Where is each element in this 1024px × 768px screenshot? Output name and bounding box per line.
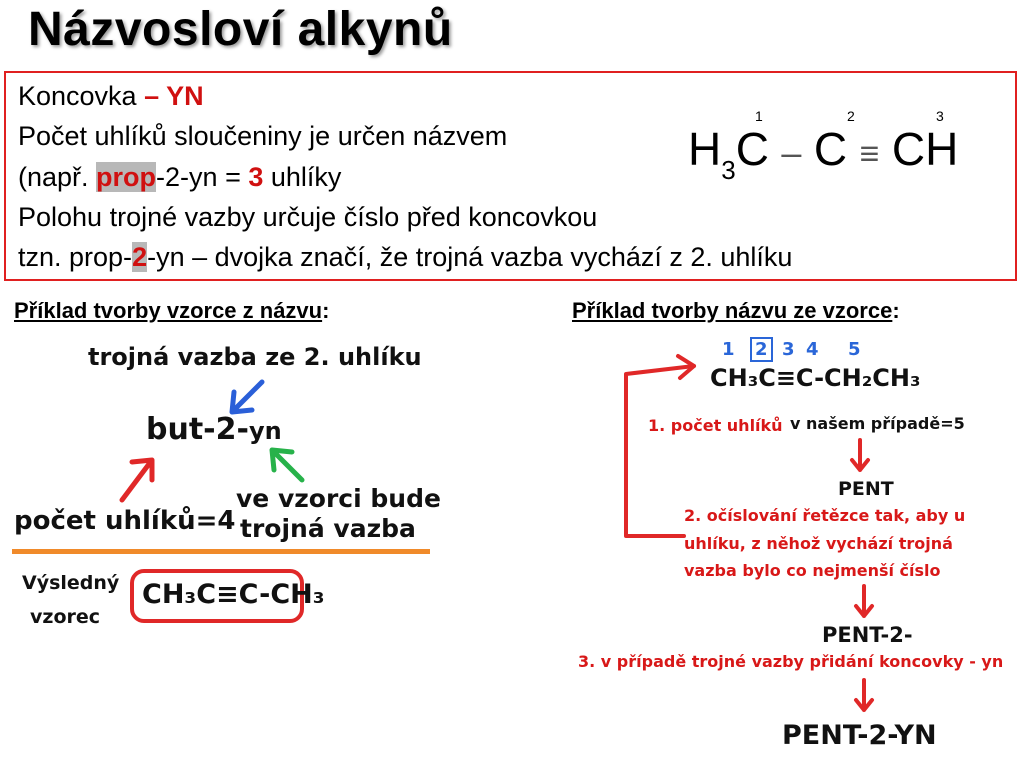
rule-position-b: -yn – dvojka značí, že trojná vazba vychází z 2. uhlíku [147, 242, 793, 272]
right-header-colon: : [892, 298, 900, 323]
page-title: Názvosloví alkynů [28, 3, 453, 56]
down-arrow-icon [852, 678, 876, 714]
down-arrow-icon [848, 438, 872, 474]
result-formula-box [130, 569, 325, 623]
right-header-text: Příklad tvorby názvu ze vzorce [572, 298, 893, 323]
single-bond: – [781, 132, 802, 173]
carbon-number-1: 1 [755, 108, 763, 124]
step-1-detail: v našem případě=5 [790, 414, 965, 433]
carbon-count-note: počet uhlíků=4 [14, 506, 236, 536]
formula-row [688, 122, 959, 185]
result-pent: PENT [838, 478, 894, 500]
left-header-text: Příklad tvorby vzorce z názvu [14, 298, 323, 323]
rule-example-mid: -2-yn = [156, 162, 249, 192]
rule-position-number: 2 [132, 242, 148, 272]
carbon-number-2: 2 [847, 108, 855, 124]
triple-bond-note: trojná vazba ze 2. uhlíku [88, 343, 422, 371]
rule-line-3 [18, 162, 341, 193]
atom-c2: C [813, 123, 848, 175]
atom-c3: CH [891, 123, 959, 175]
result-pent-2-yn: PENT-2-YN [782, 720, 937, 751]
rule-example-end: uhlíky [263, 162, 342, 192]
rule-ending-label: Koncovka [18, 81, 145, 111]
bond-note-line-2: trojná vazba [240, 514, 416, 543]
rule-line-2: Počet uhlíků sloučeniny je určen názvem [18, 121, 508, 151]
example-name-prefix: but-2- [146, 412, 249, 447]
bond-note-line-1: ve vzorci bude [236, 484, 441, 513]
green-arrow-icon [262, 440, 312, 490]
step-3: 3. v případě trojné vazby přidání koncovky - yn [578, 652, 1004, 671]
step-2-line-2: uhlíku, z něhož vychází trojná [684, 534, 953, 553]
rule-line-5 [18, 242, 792, 273]
left-header-colon: : [322, 298, 330, 323]
atom-h-subscript: 3 [721, 155, 736, 185]
result-pent-2: PENT-2- [822, 623, 913, 647]
carbon-index-4: 4 [806, 339, 819, 360]
carbon-number-3: 3 [936, 108, 944, 124]
down-arrow-icon [852, 584, 876, 620]
atom-h: H [688, 123, 722, 175]
carbon-index-5: 5 [848, 339, 861, 360]
rule-ending-value: – YN [144, 81, 204, 111]
left-section-header [14, 298, 329, 324]
atom-c1: C [735, 123, 769, 175]
step-1: 1. počet uhlíků [648, 416, 783, 435]
rule-position-a: tzn. prop- [18, 242, 133, 272]
carbon-index-2: 2 [750, 337, 773, 362]
triple-bond: ≡ [859, 135, 880, 173]
rule-example-prefix: prop [96, 162, 157, 192]
propyne-structural-formula [680, 108, 1010, 188]
rule-example-open: (např. [18, 162, 97, 192]
carbon-index-1: 1 [722, 339, 735, 360]
divider [12, 549, 430, 554]
step-2-line-3: vazba bylo co nejmenší číslo [684, 561, 941, 580]
carbon-index-3: 3 [782, 339, 795, 360]
rule-line-1 [18, 81, 204, 112]
result-label-line-2: vzorec [30, 606, 101, 628]
red-arrow-icon [114, 448, 164, 508]
step-2-line-1: 2. očíslování řetězce tak, aby u [684, 506, 966, 525]
right-section-header [572, 298, 900, 324]
result-formula: CH₃C≡C-CH₃ [142, 579, 325, 610]
pentyne-formula: CH₃C≡C-CH₂CH₃ [710, 364, 921, 392]
rule-example-count: 3 [248, 162, 264, 192]
rule-line-4: Polohu trojné vazby určuje číslo před koncovkou [18, 202, 598, 232]
result-label-line-1: Výsledný [22, 572, 120, 594]
example-name-ending: yn [248, 417, 282, 445]
